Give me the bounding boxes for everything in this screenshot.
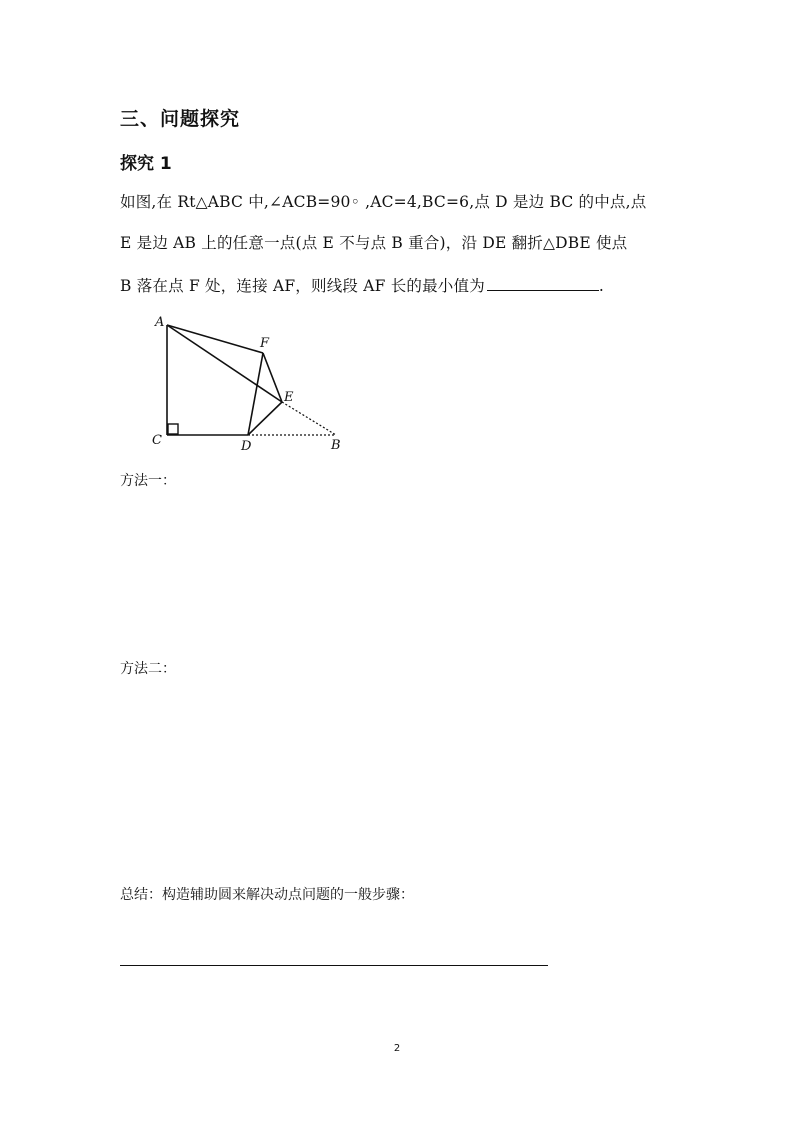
summary-label: 总结：构造辅助圆来解决动点问题的一般步骤：: [120, 887, 414, 903]
method-one-label: 方法一：: [120, 473, 176, 489]
label-A: A: [155, 315, 165, 330]
label-F: F: [260, 336, 270, 351]
segment-FE: [263, 353, 282, 402]
right-angle-marker: [168, 424, 178, 434]
problem-text-line-2: E 是边 AB 上的任意一点(点 E 不与点 B 重合)，沿 DE 翻折△DBE 使点: [120, 234, 628, 252]
segment-EB-dotted: [282, 402, 336, 435]
label-E: E: [284, 390, 294, 405]
problem-text-line-3: [120, 274, 604, 296]
summary-answer-line[interactable]: [120, 965, 548, 966]
explore-title: 探究 1: [120, 154, 172, 174]
label-D: D: [241, 439, 252, 454]
geometry-figure: [140, 310, 360, 460]
method-two-label: 方法二：: [120, 661, 176, 677]
problem-text-line-3-main: B 落在点 F 处，连接 AF，则线段 AF 长的最小值为: [120, 277, 485, 295]
label-C: C: [152, 433, 162, 448]
problem-text-line-1: 如图,在 Rt△ABC 中,∠ACB=90◦ ,AC=4,BC=6,点 D 是边 BC 的中点,点: [120, 193, 647, 211]
segment-AF: [167, 325, 263, 353]
page-number: 2: [393, 1043, 401, 1054]
section-title: 三、问题探究: [120, 108, 241, 130]
label-B: B: [331, 438, 341, 453]
answer-blank[interactable]: [487, 276, 599, 291]
problem-text-line-3-end: .: [598, 277, 605, 295]
